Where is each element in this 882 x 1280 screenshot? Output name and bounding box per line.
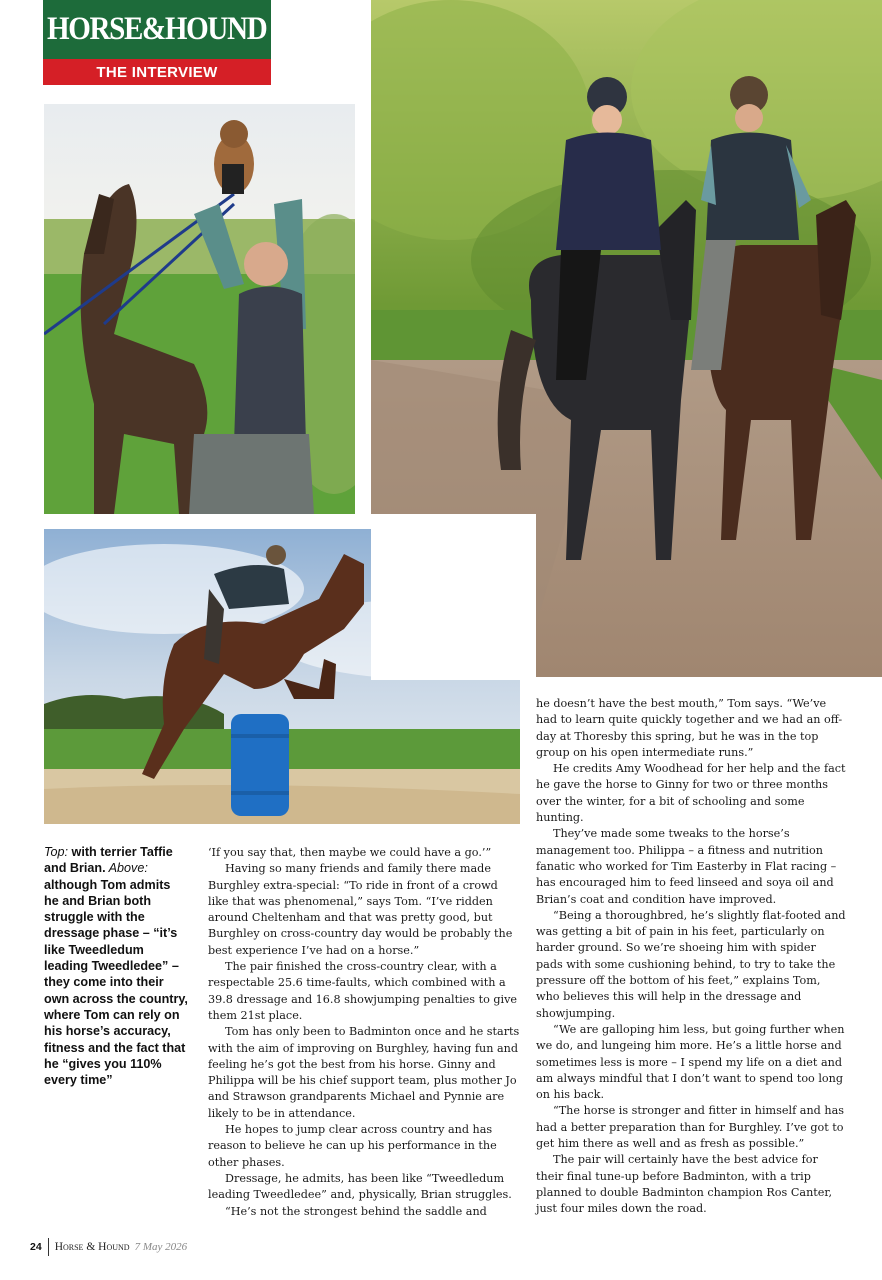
masthead-logo bbox=[43, 0, 271, 59]
page-footer bbox=[30, 1238, 187, 1256]
body-paragraph: “The horse is stronger and fitter in himself and has had a better preparation than for Burghley. I’ve got to get him there as well and as fresh as possible.” bbox=[536, 1104, 845, 1151]
body-paragraph: “He’s not the strongest behind the saddle and bbox=[225, 1204, 487, 1218]
caption-above-label: Above: bbox=[105, 861, 148, 876]
body-paragraph: he doesn’t have the best mouth,” Tom says. “We’ve had to learn quite quickly together and we had an off-day at Thoresby this spring, but he was in the top group on his open intermediate runs.” bbox=[536, 697, 843, 759]
footer-divider bbox=[48, 1238, 49, 1256]
layout-gutter bbox=[371, 514, 536, 680]
body-paragraph: “Being a thoroughbred, he’s slightly flat-footed and was getting a bit of pain in his feet, particularly on harder ground. So we’re shoeing him with spider pads with some cushioning behind, to try to take the pressure off the bottom of his feet,” explains Tom, who believes this will help in the dressage and showjumping. bbox=[536, 908, 846, 1020]
body-paragraph: He hopes to jump clear across country and has reason to believe he can up his performance in the other phases. bbox=[208, 1123, 497, 1169]
body-paragraph: He credits Amy Woodhead for her help and the fact he gave the horse to Ginny for two or three months over the winter, for a bit of schooling and some hunting. bbox=[536, 762, 846, 825]
body-column-right bbox=[536, 696, 846, 1218]
body-paragraph: The pair finished the cross-country clear, with a respectable 25.6 time-faults, which combined with a 39.8 dressage and 16.8 showjumping penalties to give them 21st place. bbox=[208, 960, 518, 1022]
section-strap bbox=[43, 59, 271, 85]
body-paragraph: ‘If you say that, then maybe we could have a go.’” bbox=[208, 846, 492, 859]
photo-terrier-taffie-brian bbox=[44, 104, 355, 514]
logo-text: HORSE&HOUND bbox=[47, 11, 267, 47]
page-number: 24 bbox=[30, 1241, 42, 1253]
body-paragraph: “We are galloping him less, but going further when we do, and lungeing him more. He’s a little horse and sometimes less is more – I spend my life on a diet and am always mindful that I don’t want to spend too long on his back. bbox=[536, 1022, 845, 1102]
footer-issue-date: 7 May 2026 bbox=[134, 1241, 188, 1253]
section-strap-label: THE INTERVIEW bbox=[96, 63, 218, 81]
caption-top-text: with terrier Taffie and Brian. bbox=[44, 845, 173, 876]
body-paragraph: They’ve made some tweaks to the horse’s management too. Philippa – a fitness and nutrition fanatic who worked for Tim Easterby in Flat racing – has encouraged him to feed linseed and soya oil and Brian’s coat and condition have improved. bbox=[536, 827, 837, 906]
body-paragraph: The pair will certainly have the best advice for their final tune-up before Badminton, with a trip planned to double Badminton champion Ros Canter, just four miles down the road. bbox=[536, 1153, 833, 1216]
body-paragraph: Having so many friends and family there made Burghley extra-special: “To ride in front of a crowd like that was phenomenal,” says Tom. “I’ve ridden around Cheltenham and that was pretty good, but Burghley on cross-country day would be probably the best experience I’ve had on a horse.” bbox=[208, 862, 513, 957]
body-column-middle bbox=[208, 845, 520, 1220]
body-paragraph: Tom has only been to Badminton once and he starts with the aim of improving on Burghley, having fun and feeling he’s got the best from his horse. Ginny and Philippa will be his chief support team, plus mother Jo and Strawson grandparents Michael and Pynnie are likely to be in attendance. bbox=[208, 1025, 520, 1120]
caption-top-label: Top: bbox=[44, 845, 69, 859]
footer-magazine-name: Horse & Hound bbox=[54, 1241, 130, 1253]
body-paragraph: Dressage, he admits, has been like “Tweedledum leading Tweedledee” and, physically, Brian struggles. bbox=[208, 1171, 512, 1202]
photo-caption bbox=[44, 844, 188, 1088]
caption-above-text: although Tom admits he and Brian both struggle with the dressage phase – “it’s like Tweedledum leading Tweedledee” – they come into their own across the country, where Tom can rely on his horse’s accuracy, fitness and the fact that he “gives you 110% every time” bbox=[44, 877, 188, 1088]
